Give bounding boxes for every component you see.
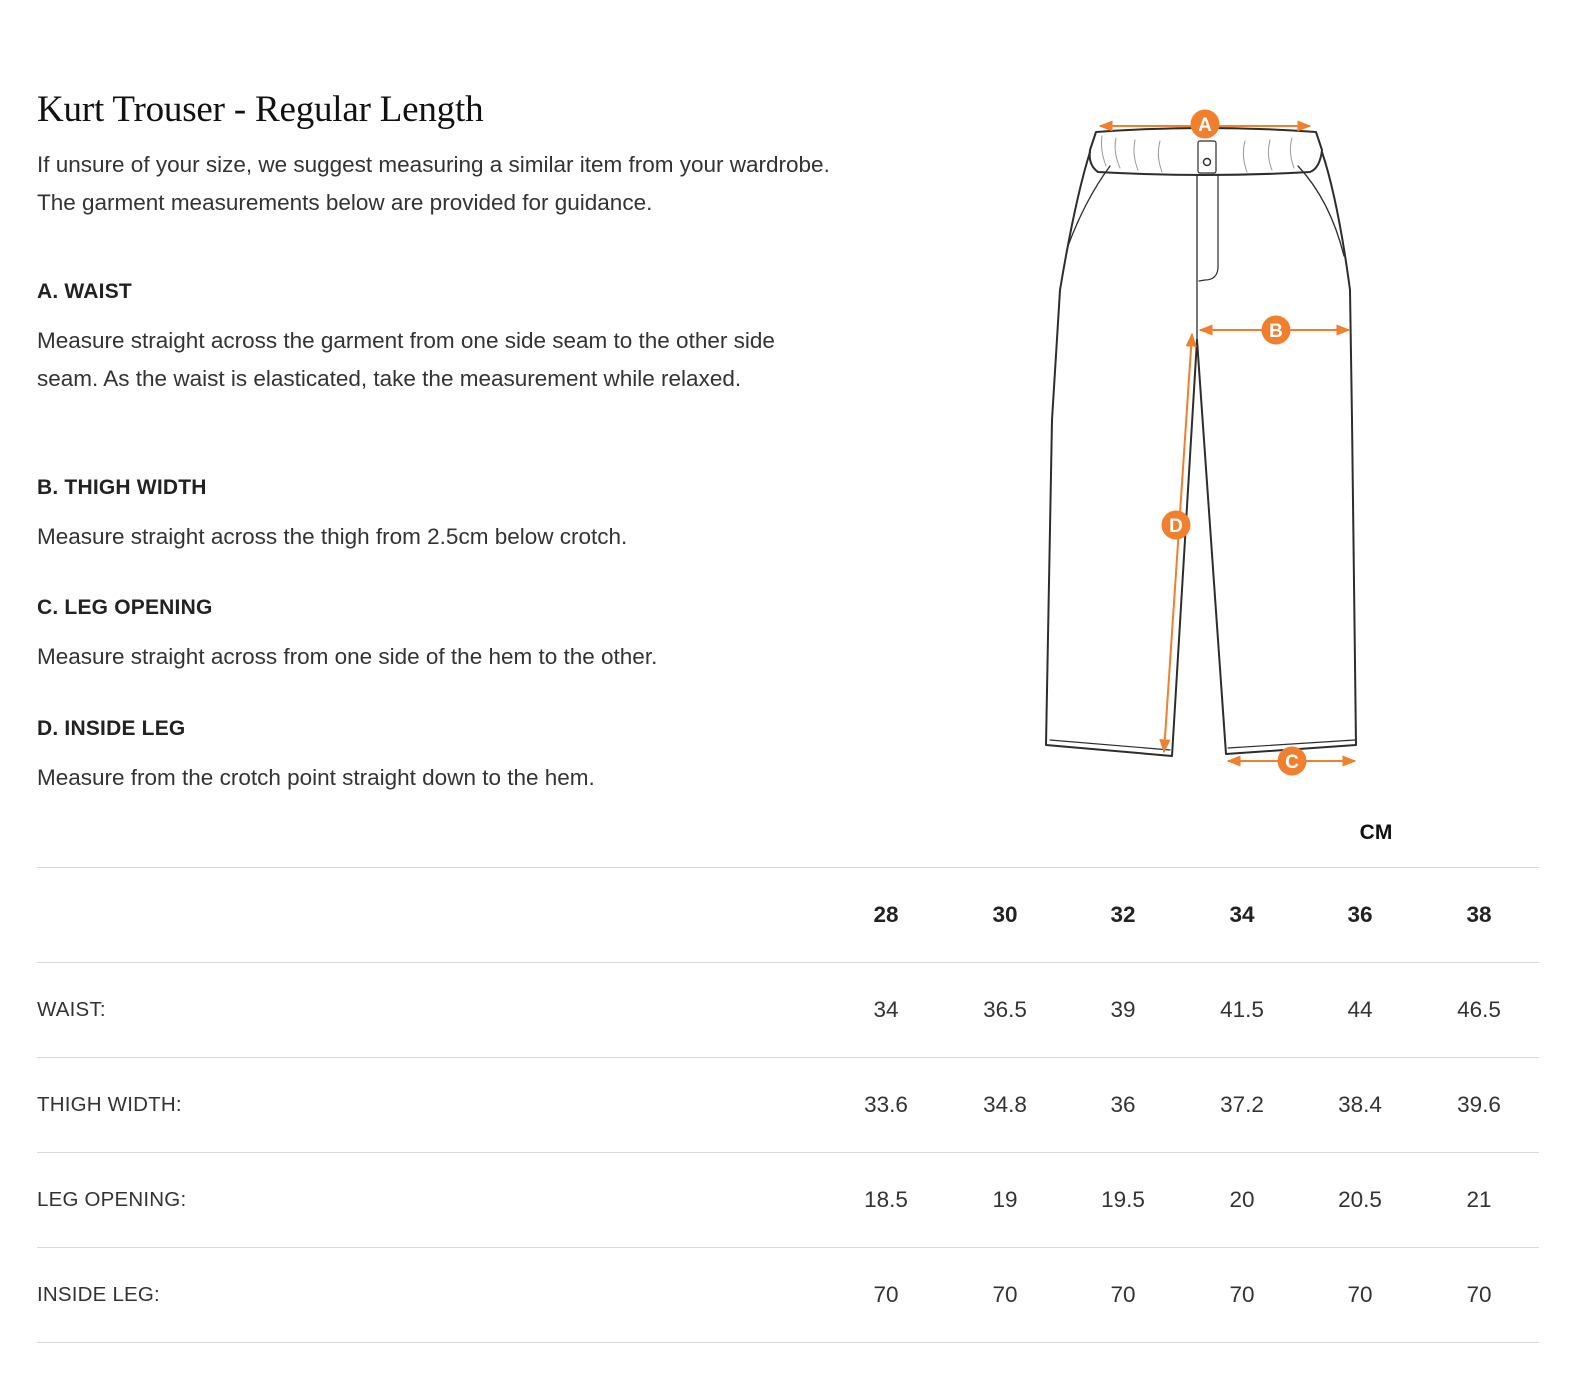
table-cell: 44: [1347, 997, 1373, 1022]
table-cell: 37.2: [1220, 1092, 1264, 1117]
size-header: 38: [1466, 902, 1492, 927]
row-label: INSIDE LEG:: [37, 1283, 160, 1306]
intro-text: If unsure of your size, we suggest measuring a similar item from your wardrobe. The garment measurements below are provided for guidance.: [37, 152, 830, 215]
measurement-heading: B. THIGH WIDTH: [37, 476, 207, 499]
table-cell: 19.5: [1101, 1187, 1145, 1212]
table-cell: 19: [992, 1187, 1018, 1212]
measurement-markers: [1100, 126, 1355, 761]
trouser-diagram: [1020, 100, 1400, 790]
measurement-inside-leg: [37, 717, 827, 790]
measurement-description: Measure from the crotch point straight down to the hem.: [37, 765, 595, 790]
table-cell: 46.5: [1457, 997, 1501, 1022]
table-cell: 36.5: [983, 997, 1027, 1022]
table-row: [37, 1248, 1539, 1343]
table-cell: 20.5: [1338, 1187, 1382, 1212]
measurement-description: Measure straight across the thigh from 2.5cm below crotch.: [37, 524, 628, 549]
measurement-leg-opening: [37, 596, 827, 669]
table-cell: 70: [992, 1282, 1018, 1307]
table-row: [37, 1058, 1539, 1153]
table-cell: 70: [1347, 1282, 1373, 1307]
row-label: WAIST:: [37, 998, 106, 1021]
row-label: THIGH WIDTH:: [37, 1093, 182, 1116]
table-cell: 36: [1110, 1092, 1136, 1117]
marker-a: [1191, 110, 1220, 139]
measurement-description: Measure straight across from one side of the hem to the other.: [37, 644, 658, 669]
measurement-heading: D. INSIDE LEG: [37, 717, 186, 740]
marker-c: [1278, 747, 1307, 776]
unit-label: CM: [1359, 821, 1393, 844]
table-cell: 70: [1110, 1282, 1136, 1307]
svg-text:D: D: [1169, 516, 1183, 537]
table-cell: 34: [873, 997, 899, 1022]
table-cell: 33.6: [864, 1092, 908, 1117]
table-cell: 34.8: [983, 1092, 1027, 1117]
size-header: 34: [1229, 902, 1255, 927]
size-header-row: [37, 868, 1539, 963]
table-cell: 70: [1229, 1282, 1255, 1307]
size-header: 36: [1347, 902, 1373, 927]
size-header: 30: [992, 902, 1018, 927]
table-cell: 18.5: [864, 1187, 908, 1212]
table-cell: 41.5: [1220, 997, 1264, 1022]
size-table: [37, 867, 1539, 1343]
measurement-heading: C. LEG OPENING: [37, 596, 213, 619]
measurement-heading: A. WAIST: [37, 280, 132, 303]
table-cell: 38.4: [1338, 1092, 1382, 1117]
table-cell: 39: [1110, 997, 1136, 1022]
trouser-outline: [1046, 128, 1356, 756]
table-row: [37, 963, 1539, 1058]
marker-b: [1262, 316, 1291, 345]
table-cell: 20: [1229, 1187, 1255, 1212]
size-header: 28: [873, 902, 899, 927]
table-cell: 39.6: [1457, 1092, 1501, 1117]
table-cell: 70: [1466, 1282, 1492, 1307]
size-header: 32: [1110, 902, 1136, 927]
marker-d: [1162, 511, 1191, 540]
inside-leg-arrow: [1164, 334, 1192, 752]
page-title: Kurt Trouser - Regular Length: [37, 89, 484, 130]
row-label: LEG OPENING:: [37, 1188, 187, 1211]
table-cell: 70: [873, 1282, 899, 1307]
measurement-waist: [37, 280, 827, 391]
table-row: [37, 1153, 1539, 1248]
svg-text:B: B: [1269, 321, 1283, 342]
table-cell: 21: [1466, 1187, 1492, 1212]
measurement-thigh-width: [37, 476, 827, 549]
svg-text:A: A: [1198, 115, 1212, 136]
svg-text:C: C: [1285, 752, 1299, 773]
measurement-description: Measure straight across the garment from one side seam to the other side seam. As the waist is elasticated, take the measurement while relaxed.: [37, 328, 775, 391]
